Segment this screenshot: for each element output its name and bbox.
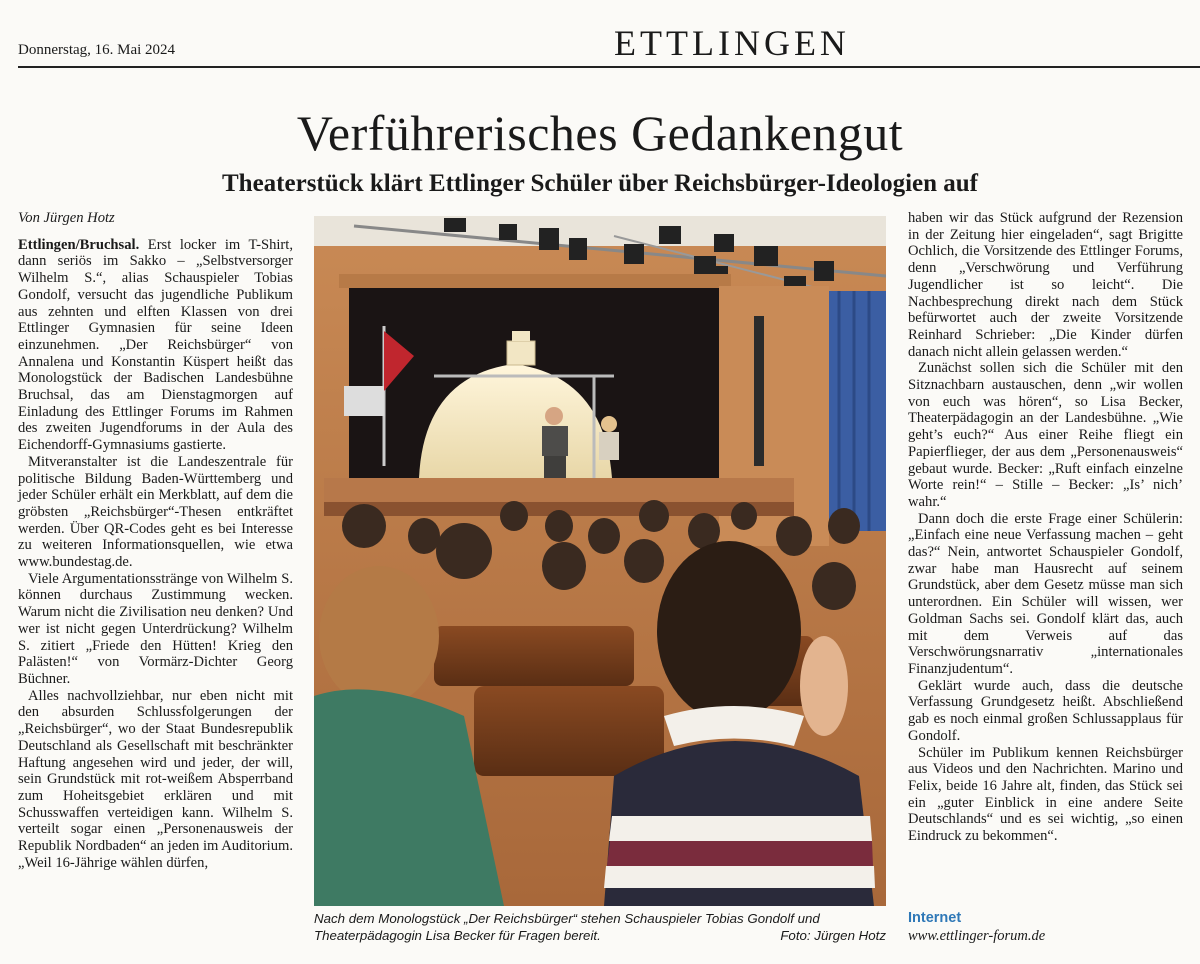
theater-photo xyxy=(314,216,886,906)
paragraph xyxy=(18,237,293,454)
article-column-left xyxy=(18,210,293,871)
paragraph: Alles nachvollziehbar, nur eben nicht mit den absurden Schlussfolgerungen der „Reichsbürger“, wo der Staat Bundesrepublik Deutschland als Gesellschaft mit beschränkter Haftung angesehen wird und jeder, der will, sein Grundstück mit rot-weißem Absperrband zum Hoheitsgebiet erklären und mit Schusswaffen verteidigen kann. Wilhelm S. verteilt sogar einen „Personenausweis der Republik Nordbaden“ an jeden im Auditorium. „Weil 16-Jährige wählen dürfen, xyxy=(18,687,293,871)
photo-caption xyxy=(314,911,886,944)
paragraph-text: Erst locker im T-Shirt, dann seriös im Sakko – „Selbstversorger Wilhelm S.“, alias Schauspieler Tobias Gondolf, versucht das jugendliche Publikum aus zehnten und elften Klassen von drei Ettlinger Gymnasien für seine Ideen einzunehmen. „Der Reichsbürger“ von Annalena und Konstantin Küspert heißt das Monologstück der Badischen Landesbühne Bruchsal, das am Dienstagmorgen auf Einladung des Ettlinger Forums im Rahmen des zweiten Jugendforums in der Aula des Eichendorff-Gymnasiums gastierte. xyxy=(18,236,293,454)
paragraph: haben wir das Stück aufgrund der Rezension in der Zeitung hier eingeladen“, sagt Brigitte Ochlich, die Vorsitzende des Ettlinger Forums, denn „Verschwörung und Verführung Jugendlicher ist so leicht“. Die Nachbesprechung direkt nach dem Stück befürwortet auch der zweite Vorsitzende Reinhard Schrieber: „Die Kinder dürfen danach nicht allein gelassen werden.“ xyxy=(908,210,1183,360)
paragraph: Mitveranstalter ist die Landeszentrale für politische Bildung Baden-Württemberg und jeder Schüler erhält ein Merkblatt, auf dem die gröbsten „Reichsbürger“-Thesen entkräftet werden. Über QR-Codes geht es bei Interesse zu weiteren Informationsquellen, wie etwa www.bundestag.de. xyxy=(18,453,293,571)
headline: Verführerisches Gedankengut xyxy=(296,105,904,161)
caption-text: Nach dem Monologstück „Der Reichsbürger“ stehen Schauspieler Tobias Gondolf und Theaterpädagogin Lisa Becker für Fragen bereit. xyxy=(314,911,820,943)
internet-label: Internet xyxy=(908,910,962,926)
masthead-rule xyxy=(18,66,1200,68)
section-title: ETTLINGEN xyxy=(614,23,850,63)
subheadline: Theaterstück klärt Ettlinger Schüler über Reichsbürger-Ideologien auf xyxy=(222,170,978,197)
photo-credit: Foto: Jürgen Hotz xyxy=(780,927,886,943)
dateline: Ettlingen/Bruchsal. xyxy=(18,236,140,253)
byline: Von Jürgen Hotz xyxy=(18,210,115,226)
paragraph: Viele Argumentationsstränge von Wilhelm S. können durchaus Zustimmung wecken. Warum nicht die Zivilisation neu denken? Und wer ist nicht gegen Unterdrückung? Wilhelm S. zitiert „Friede den Hütten! Krieg den Palästen!“ von Vormärz-Dichter Georg Büchner. xyxy=(18,570,293,687)
paragraph: Geklärt wurde auch, dass die deutsche Verfassung Grundgesetz heißt. Abschließend gab es noch einmal großen Schlussapplaus für Gondolf. xyxy=(908,677,1183,744)
article-column-right xyxy=(908,210,1183,845)
paragraph: Dann doch die erste Frage einer Schülerin: „Einfach eine neue Verfassung machen – geht das?“ Nein, antwortet Schauspieler Gondolf, zwar habe man Hausrecht auf seinem Grundstück, aber dem Gesetz müsse man sich unterordnen. Ein Schüler will wissen, wer Goldman Sachs sei. Gondolf klärt das, auch mit dem Verweis auf das Verschwörungsnarrativ „internationales Finanzjudentum“. xyxy=(908,510,1183,677)
internet-link[interactable]: www.ettlinger-forum.de xyxy=(908,928,1046,944)
article-photo xyxy=(314,216,886,906)
paragraph: Schüler im Publikum kennen Reichsbürger aus Videos und den Nachrichten. Marino und Felix, beide 16 Jahre alt, finden, das Stück sei ein „guter Einblick in eine andere Seite Deutschlands“ und es sei wichtig, „so einen Eindruck zu bekommen“. xyxy=(908,744,1183,845)
masthead-date: Donnerstag, 16. Mai 2024 xyxy=(18,42,176,58)
paragraph: Zunächst sollen sich die Schüler mit den Sitznachbarn austauschen, denn „wir wollen von euch was hören“, so Lisa Becker, Theaterpädagogin an der Landesbühne. „Wie geht’s euch?“ Aus einer Reihe fliegt ein Papierflieger, der aus dem „Personenausweis“ gebaut wurde. Becker: „Ruft einfach einzelne Worte rein!“ – Stille – Becker: „Is’ nich’ wahr.“ xyxy=(908,360,1183,510)
